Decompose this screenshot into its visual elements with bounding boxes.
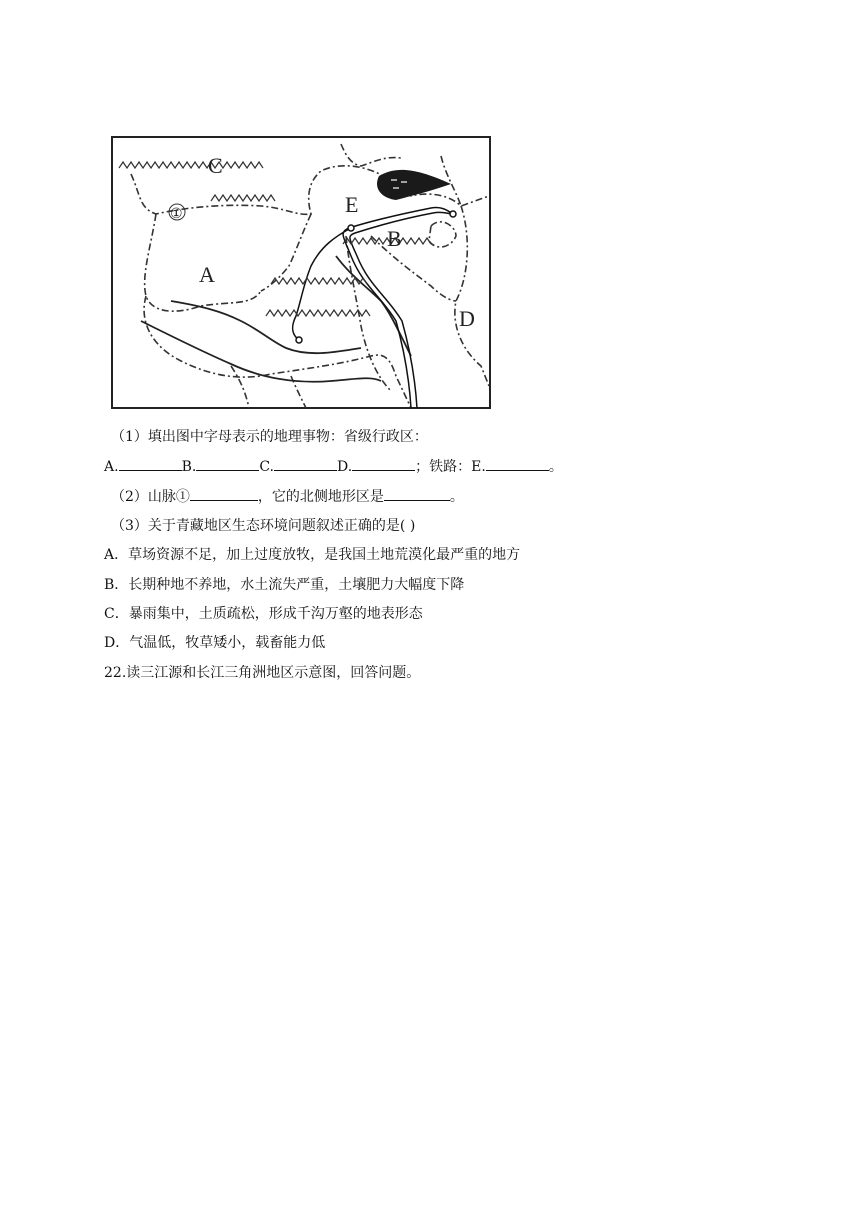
q2-prefix: （2）山脉① (111, 489, 190, 505)
q1-label-b: B. (181, 459, 197, 475)
q22-prompt: 22.读三江源和长江三角洲地区示意图，回答问题。 (104, 665, 421, 681)
q1-label-d: D. (336, 459, 353, 475)
label-a: A (199, 262, 215, 287)
option-b[interactable]: B．长期种地不养地，水土流失严重，土壤肥力大幅度下降 (104, 577, 465, 593)
option-a[interactable]: A．草场资源不足，加上过度放牧，是我国土地荒漠化最严重的地方 (104, 547, 521, 563)
blank-d[interactable] (352, 457, 415, 471)
qinghai-tibet-map (111, 136, 491, 409)
q1-label-a: A. (104, 459, 119, 475)
label-d: D (459, 306, 475, 331)
option-d[interactable]: D．气温低，牧草矮小，载畜能力低 (104, 635, 326, 651)
map-figure (111, 136, 491, 409)
blank-mountain[interactable] (190, 487, 258, 501)
option-c[interactable]: C．暴雨集中，土质疏松，形成千沟万壑的地表形态 (104, 606, 423, 622)
q1-end: 。 (548, 459, 563, 475)
q2-middle: ，它的北侧地形区是 (257, 489, 384, 505)
label-mountain-1: ① (170, 207, 183, 222)
blank-c[interactable] (274, 457, 337, 471)
q3-prompt: （3）关于青藏地区生态环境问题叙述正确的是( ) (111, 518, 416, 534)
label-b: B (387, 226, 402, 251)
q2-line (111, 487, 464, 507)
q2-end: 。 (449, 489, 464, 505)
label-c: C (208, 153, 223, 178)
blank-landform[interactable] (384, 487, 450, 501)
blank-e[interactable] (486, 457, 549, 471)
blank-b[interactable] (196, 457, 259, 471)
q1-label-railway-e: ；铁路：E. (415, 459, 486, 475)
q1-answer-line (104, 457, 563, 477)
label-e: E (345, 192, 359, 217)
blank-a[interactable] (119, 457, 182, 471)
q1-prompt: （1）填出图中字母表示的地理事物：省级行政区： (111, 429, 428, 445)
q1-label-c: C. (259, 459, 274, 475)
